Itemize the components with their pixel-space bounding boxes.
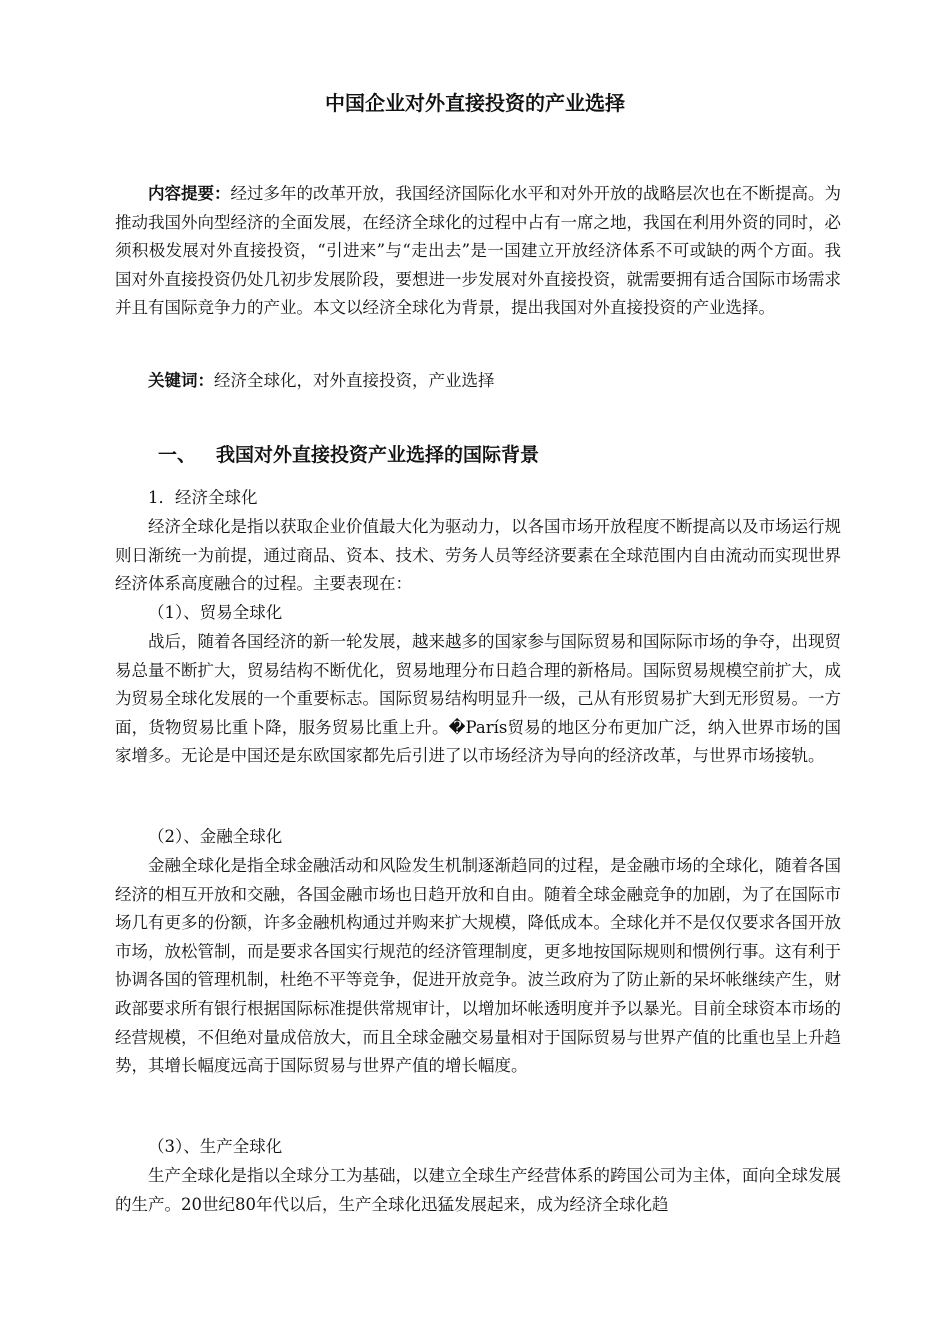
keywords-text: 经济全球化，对外直接投资，产业选择 (214, 371, 495, 390)
section-number: 一、 (158, 444, 197, 466)
trade-paragraph: 战后，随着各国经济的新一轮发展，越来越多的国家参与国际贸易和国际际市场的争夺，出现贸易总量不断扩大，贸易结构不断优化，贸易地理分布日趋合理的新格局。国际贸易规模空前扩大，成为贸易全球化发展的一个重要标志。国际贸易结构明显升一级，己从有形贸易扩大到无形贸易。一方面，货物贸易比重卜降，服务贸易比重上升。�París贸易的地区分布更加广泛，纳入世界市场的国家增多。无论是中国还是东欧国家都先后引进了以市场经济为导向的经济改革，与世界市场接轨。 (115, 632, 841, 766)
section-heading-text: 我国对外直接投资产业选择的国际背景 (216, 444, 540, 466)
keywords-paragraph (115, 367, 841, 396)
globalization-paragraph: 经济全球化是指以获取企业价值最大化为驱动力，以各国市场开放程度不断提高以及市场运行规则日渐统一为前提，通过商品、资本、技术、劳务人员等经济要素在全球范围内自由流动而实现世界经济体系高度融合的过程。主要表现在： (115, 517, 841, 594)
item-heading-finance: （2）、金融全球化 (148, 827, 283, 846)
abstract-text: 经过多年的改革开放，我国经济国际化水平和对外开放的战略层次也在不断提高。为推动我国外向型经济的全面发展，在经济全球化的过程中占有一席之地，我国在利用外资的同时，必须积极发展对外直接投资，“引进来”与“走出去”是一国建立开放经济体系不可或缺的两个方面。我国对外直接投资仍处几初步发展阶段，要想进一步发展对外直接投资，就需要拥有适合国际市场需求并且有国际竞争力的产业。本文以经济全球化为背景，提出我国对外直接投资的产业选择。 (115, 184, 841, 318)
production-paragraph: 生产全球化是指以全球分工为基础，以建立全球生产经营体系的跨国公司为主体，面向全球发展的生产。20世纪80年代以后，生产全球化迅猛发展起来，成为经济全球化趋 (115, 1166, 841, 1214)
section-heading (158, 440, 539, 470)
abstract-label: 内容提要： (148, 184, 231, 203)
item-heading-production: （3）、生产全球化 (148, 1137, 283, 1156)
subsection-heading-globalization: 1．经济全球化 (148, 488, 258, 507)
document-title: 中国企业对外直接投资的产业选择 (325, 91, 625, 115)
keywords-label: 关键词： (148, 371, 214, 390)
item-heading-trade: （1）、贸易全球化 (148, 603, 283, 622)
finance-paragraph: 金融全球化是指全球金融活动和风险发生机制逐渐趋同的过程，是金融市场的全球化，随着各国经济的相互开放和交融，各国金融市场也日趋开放和自由。随着全球金融竞争的加剧，为了在国际市场几有更多的份额，许多金融机构通过并购来扩大规模，降低成本。全球化并不是仅仅要求各国开放市场，放松管制，而是要求各国实行规范的经济管理制度，更多地按国际规则和惯例行事。这有利于协调各国的管理机制，杜绝不平等竞争，促进开放竞争。波兰政府为了防止新的呆坏帐继续产生，财政部要求所有银行根据国际标准提供常规审计，以增加坏帐透明度并予以暴光。目前全球资本市场的经营规模，不但绝对量成倍放大，而且全球金融交易量相对于国际贸易与世界产值的比重也呈上升趋势，其增长幅度远高于国际贸易与世界产值的增长幅度。 (115, 856, 841, 1076)
abstract-paragraph (115, 180, 841, 323)
